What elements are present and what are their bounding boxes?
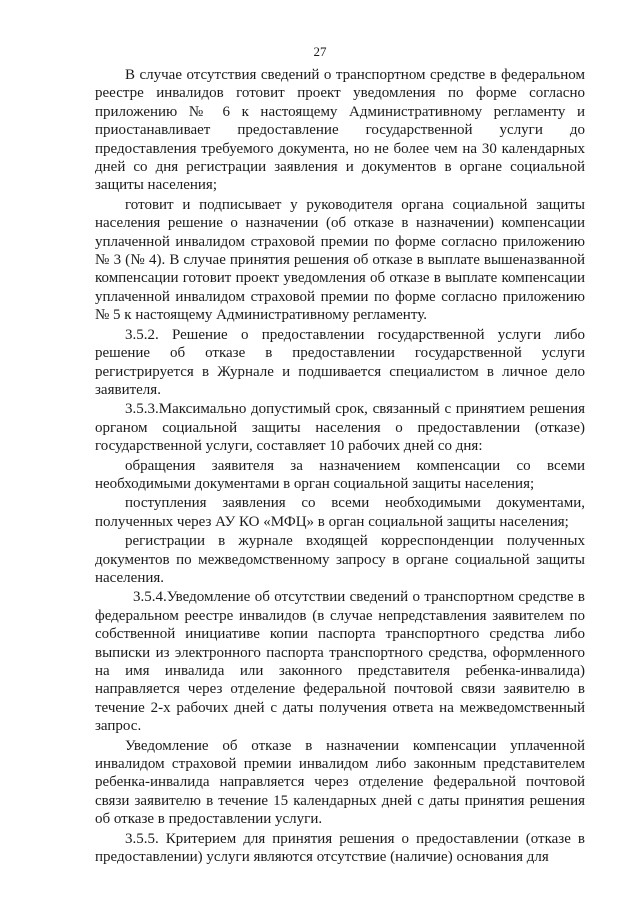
paragraph-3-5-3: 3.5.3.Максимально допустимый срок, связанный с принятием решения органом социальной защиты населения о предоставлении (отказе) государственной услуги, составляет 10 рабочих дней со дня: bbox=[95, 401, 585, 455]
paragraph-transport-missing: В случае отсутствия сведений о транспортном средстве в федеральном реестре инвалидов готовит проект уведомления по форме согласно приложению № 6 к настоящему Административному регламенту и приостанавливает предоставление государственной услуги до предоставления требуемого документа, но не более чем на 30 календарных дней со дня регистрации заявления и документов в органе социальной защиты населения; bbox=[95, 67, 585, 194]
paragraph-receipt-mfc: поступления заявления со всеми необходимыми документами, полученных через АУ КО «МФЦ» в орган социальной защиты населения; bbox=[95, 495, 585, 530]
document-body bbox=[95, 66, 585, 867]
paragraph-3-5-2: 3.5.2. Решение о предоставлении государственной услуги либо решение об отказе в предоставлении государственной услуги регистрируется в Журнале и подшивается специалистом в личное дело заявителя. bbox=[95, 326, 585, 398]
paragraph-3-5-4: 3.5.4.Уведомление об отсутствии сведений о транспортном средстве в федеральном реестре инвалидов (в случае непредставления заявителем по собственной инициативе копии паспорта транспортного средства либо выписки из электронного паспорта транспортного средства, оформленного на имя инвалида или законного представителя ребенка-инвалида) направляется через отделение федеральной почтовой связи заявителю в течение 2-х рабочих дней с даты получения ответа на межведомственный запрос. bbox=[95, 589, 585, 735]
paragraph-appeal: обращения заявителя за назначением компенсации со всеми необходимыми документами в орган социальной защиты населения; bbox=[95, 457, 585, 492]
paragraph-refusal-notice: Уведомление об отказе в назначении компенсации уплаченной инвалидом страховой премии инвалидом либо законным представителем ребенка-инвалида направляется через отделение федеральной почтовой связи заявителю в течение 15 календарных дней с даты принятия решения об отказе в предоставлении услуги. bbox=[95, 737, 585, 828]
paragraph-3-5-5: 3.5.5. Критерием для принятия решения о предоставлении (отказе в предоставлении) услуги являются отсутствие (наличие) основания для bbox=[95, 830, 585, 866]
paragraph-registration: регистрации в журнале входящей корреспонденции полученных документов по межведомственному запросу в органе социальной защиты населения. bbox=[95, 533, 585, 586]
page-number: 27 bbox=[313, 44, 327, 59]
paragraph-decision-signing: готовит и подписывает у руководителя органа социальной защиты населения решение о назначении (об отказе в назначении) компенсации уплаченной инвалидом страховой премии по форме согласно приложению № 3 (№ 4). В случае принятия решения об отказе в выплате вышеназванной компенсации готовит проект уведомления об отказе в выплате компенсации уплаченной инвалидом страховой премии по форме согласно приложению № 5 к настоящему Административному регламенту. bbox=[95, 196, 585, 324]
